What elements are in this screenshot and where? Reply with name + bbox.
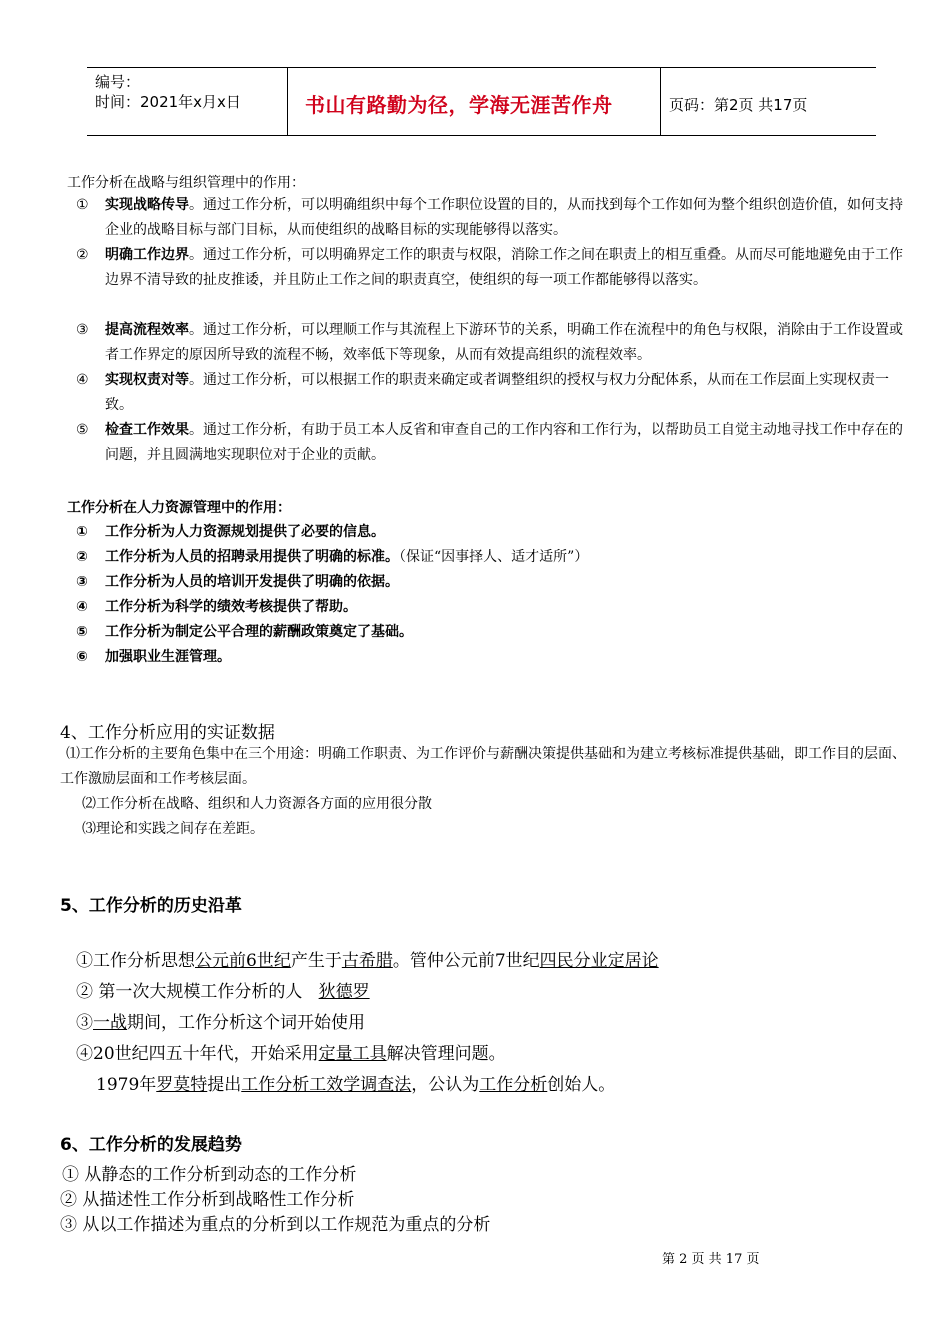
item-keyword: 实现战略传导 [105, 197, 189, 213]
trend-item: ① 从静态的工作分析到动态的工作分析 [62, 1165, 357, 1185]
hr-item: ② 工作分析为人员的招聘录用提供了明确的标准。（保证“因事择人、适才适所”） [76, 549, 589, 565]
item-text: 。通过工作分析，可以明确组织中每个工作职位设置的目的，从而找到每个工作如何为整个组织创造价值，如何支持企业的战略目标与部门目标，从而使组织的战略目标的实现能够得以落实。 [105, 197, 903, 238]
header-bottom-rule [87, 135, 876, 136]
trend-item: ③ 从以工作描述为重点的分析到以工作规范为重点的分析 [60, 1215, 491, 1235]
section4-title: 4、工作分析应用的实证数据 [60, 723, 275, 743]
header-number-label: 编号： [95, 73, 141, 91]
header-top-rule [87, 67, 876, 68]
history-line-4: ④20世纪四五十年代，开始采用定量工具解决管理问题。 [76, 1044, 506, 1064]
strategy-item [76, 418, 916, 468]
header-divider-right [660, 67, 661, 136]
item-number: ④ [76, 372, 89, 388]
item-text: 。通过工作分析，可以根据工作的职责来确定或者调整组织的授权与权力分配体系，从而在工作层面上实现权责一致。 [105, 372, 889, 413]
strategy-item [76, 318, 916, 368]
strategy-section-title: 工作分析在战略与组织管理中的作用： [67, 175, 305, 191]
item-keyword: 检查工作效果 [105, 422, 189, 438]
page-footer: 第 2 页 共 17 页 [662, 1252, 760, 1267]
hr-item: ⑥ 加强职业生涯管理。 [76, 649, 231, 665]
section4-paragraph-3: ⑶理论和实践之间存在差距。 [82, 821, 264, 837]
strategy-item [76, 368, 916, 418]
header-motto: 书山有路勤为径，学海无涯苦作舟 [305, 93, 613, 117]
item-text: 。通过工作分析，有助于员工本人反省和审查自己的工作内容和工作行为，以帮助员工自觉主动地寻找工作中存在的问题，并且圆满地实现职位对于企业的贡献。 [105, 422, 903, 463]
item-text: 。通过工作分析，可以理顺工作与其流程上下游环节的关系，明确工作在流程中的角色与权限，消除由于工作设置或者工作界定的原因所导致的流程不畅，效率低下等现象，从而有效提高组织的流程效率。 [105, 322, 903, 363]
hr-item-note: （保证“因事择人、适才适所”） [399, 549, 589, 565]
strategy-item [76, 243, 916, 293]
section4-paragraph-2: ⑵工作分析在战略、组织和人力资源各方面的应用很分散 [82, 796, 432, 812]
hr-item: ⑤ 工作分析为制定公平合理的薪酬政策奠定了基础。 [76, 624, 413, 640]
item-keyword: 实现权责对等 [105, 372, 189, 388]
hr-section-title: 工作分析在人力资源管理中的作用： [67, 500, 291, 516]
section4-paragraph-1: ⑴工作分析的主要角色集中在三个用途：明确工作职责、为工作评价与薪酬决策提供基础和为建立考核标准提供基础，即工作目的层面、工作激励层面和工作考核层面。 [60, 746, 906, 787]
history-line-2: ② 第一次大规模工作分析的人 狄德罗 [76, 982, 370, 1002]
history-line-3: ③一战期间，工作分析这个词开始使用 [76, 1013, 365, 1033]
item-keyword: 明确工作边界 [105, 247, 189, 263]
section5-title: 5、工作分析的历史沿革 [60, 896, 242, 916]
hr-item: ③ 工作分析为人员的培训开发提供了明确的依据。 [76, 574, 399, 590]
history-line-5: 1979年罗莫特提出工作分析工效学调查法，公认为工作分析创始人。 [96, 1075, 616, 1095]
strategy-item [76, 193, 916, 243]
header-time-label: 时间：2021年x月x日 [95, 93, 241, 111]
hr-item: ① 工作分析为人力资源规划提供了必要的信息。 [76, 524, 385, 540]
item-text: 。通过工作分析，可以明确界定工作的职责与权限，消除工作之间在职责上的相互重叠。从而尽可能地避免由于工作边界不清导致的扯皮推诿，并且防止工作之间的职责真空，使组织的每一项工作都能够得以落实。 [105, 247, 903, 288]
header-divider-left [287, 67, 288, 136]
item-number: ① [76, 197, 89, 213]
item-keyword: 提高流程效率 [105, 322, 189, 338]
item-number: ③ [76, 322, 89, 338]
item-number: ⑤ [76, 422, 89, 438]
header-page-label: 页码：第2页 共17页 [669, 96, 808, 114]
trend-item: ② 从描述性工作分析到战略性工作分析 [60, 1190, 355, 1210]
item-number: ② [76, 247, 89, 263]
hr-item: ④ 工作分析为科学的绩效考核提供了帮助。 [76, 599, 357, 615]
section6-title: 6、工作分析的发展趋势 [60, 1135, 242, 1155]
history-line-1: ①工作分析思想公元前6世纪产生于古希腊。管仲公元前7世纪四民分业定居论 [76, 951, 659, 971]
